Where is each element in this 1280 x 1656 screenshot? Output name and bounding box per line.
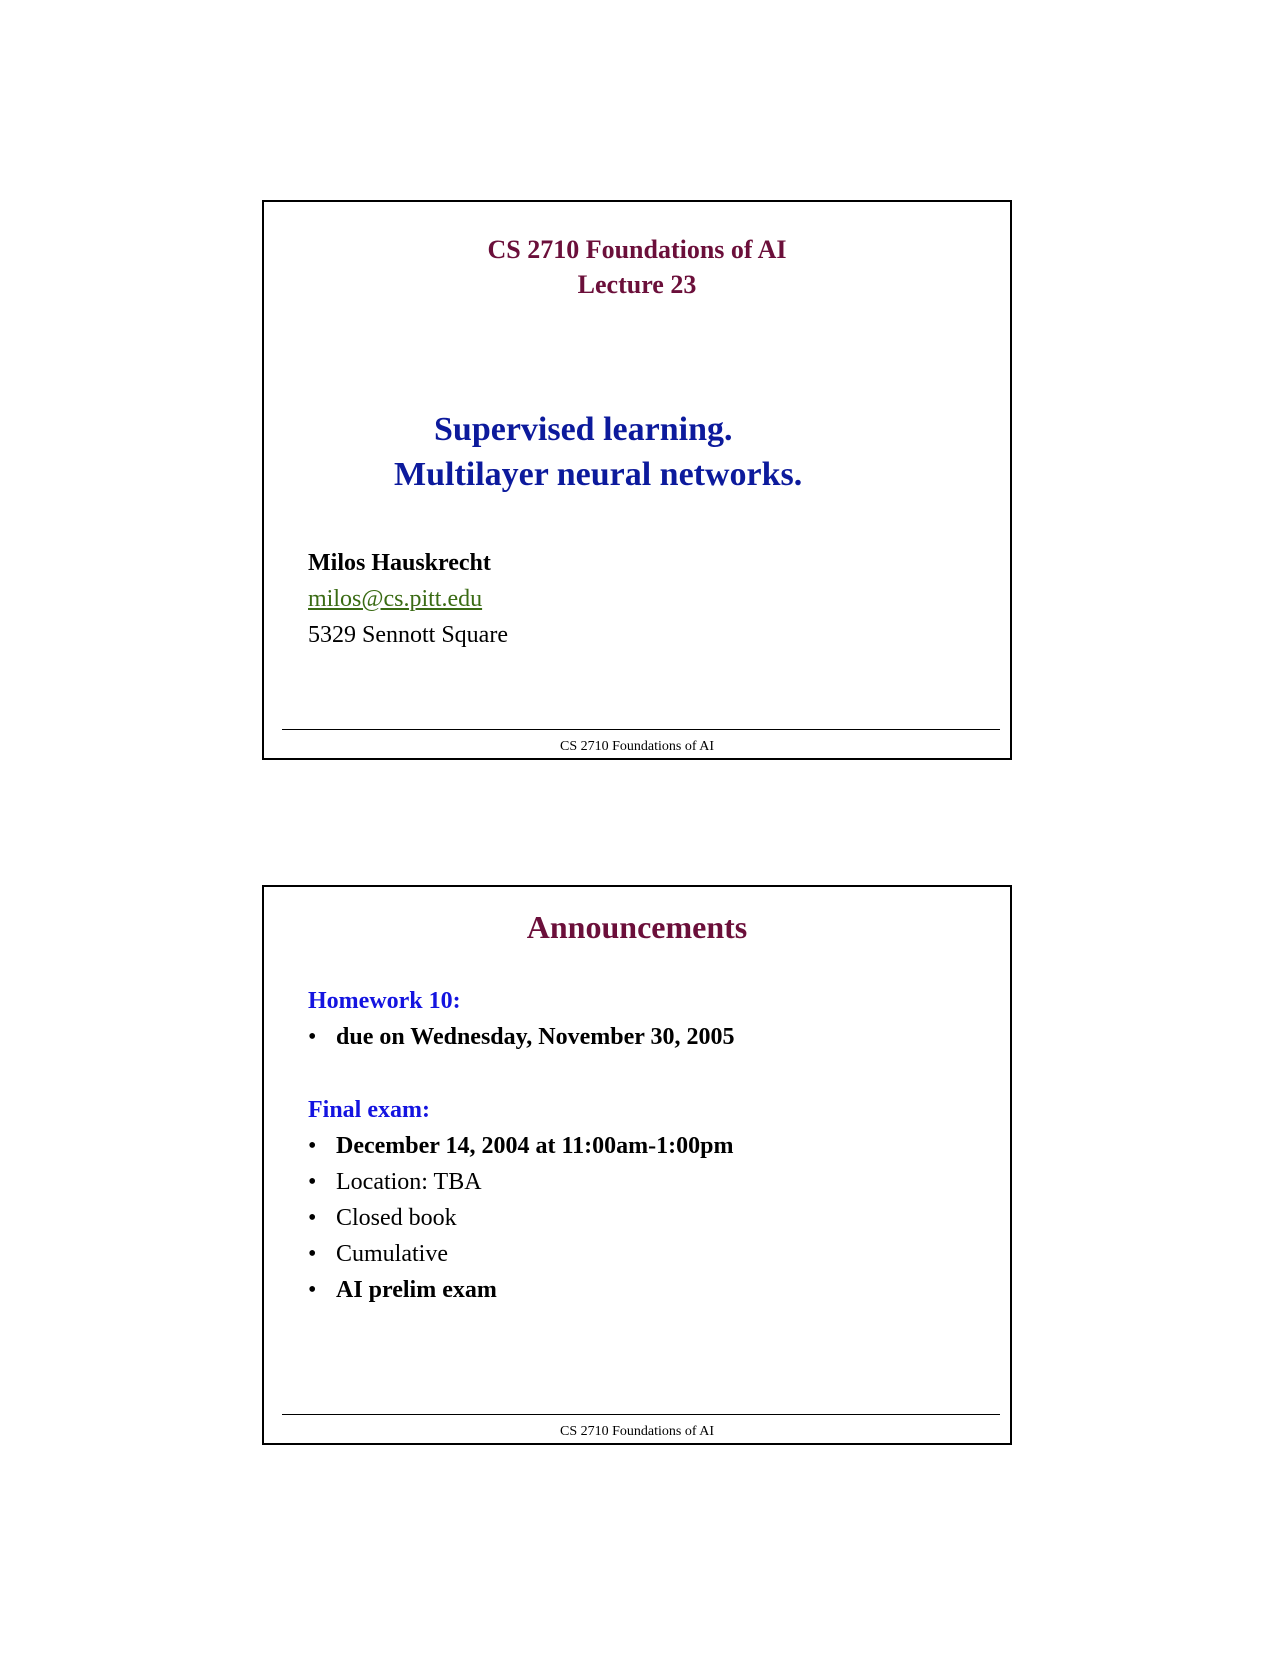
list-item-text: Location: TBA [336, 1169, 482, 1195]
footer-divider [282, 729, 1000, 730]
course-title [264, 232, 1010, 302]
list-item-text: Cumulative [336, 1241, 448, 1267]
list-item-text: Closed book [336, 1205, 457, 1231]
author-office: 5329 Sennott Square [308, 622, 508, 648]
slide-footer: CS 2710 Foundations of AI [559, 739, 714, 754]
lecture-title [394, 407, 802, 497]
footer-divider [282, 1414, 1000, 1415]
author-name: Milos Hauskrecht [308, 550, 491, 576]
lecture-number: Lecture 23 [577, 270, 697, 299]
final-exam-section [308, 1092, 990, 1308]
list-item [308, 1272, 990, 1308]
list-item [308, 1200, 990, 1236]
final-exam-heading: Final exam: [308, 1097, 430, 1123]
bullet-icon: • [308, 1277, 317, 1303]
slide-footer: CS 2710 Foundations of AI [559, 1424, 714, 1439]
list-item [308, 1164, 990, 1200]
homework-heading: Homework 10: [308, 988, 461, 1014]
slide-title-heading: Announcements [526, 909, 748, 945]
list-item-text: December 14, 2004 at 11:00am-1:00pm [336, 1133, 734, 1159]
bullet-icon: • [308, 1133, 317, 1159]
bullet-icon: • [308, 1241, 317, 1267]
author-email-link[interactable]: milos@cs.pitt.edu [308, 586, 483, 612]
final-exam-list [308, 1128, 990, 1308]
homework-list [308, 1019, 990, 1055]
list-item [308, 1128, 990, 1164]
list-item [308, 1019, 990, 1055]
slide-title [262, 200, 1012, 760]
list-item-text: due on Wednesday, November 30, 2005 [336, 1024, 735, 1050]
author-block [308, 545, 508, 653]
lecture-title-line2: Multilayer neural networks. [394, 456, 803, 493]
bullet-icon: • [308, 1169, 317, 1195]
bullet-icon: • [308, 1205, 317, 1231]
bullet-icon: • [308, 1024, 317, 1050]
slide-announcements [262, 885, 1012, 1445]
list-item-text: AI prelim exam [336, 1277, 497, 1303]
lecture-title-line1: Supervised learning. [434, 411, 733, 448]
list-item [308, 1236, 990, 1272]
homework-section [308, 983, 990, 1055]
course-name: CS 2710 Foundations of AI [487, 235, 787, 264]
